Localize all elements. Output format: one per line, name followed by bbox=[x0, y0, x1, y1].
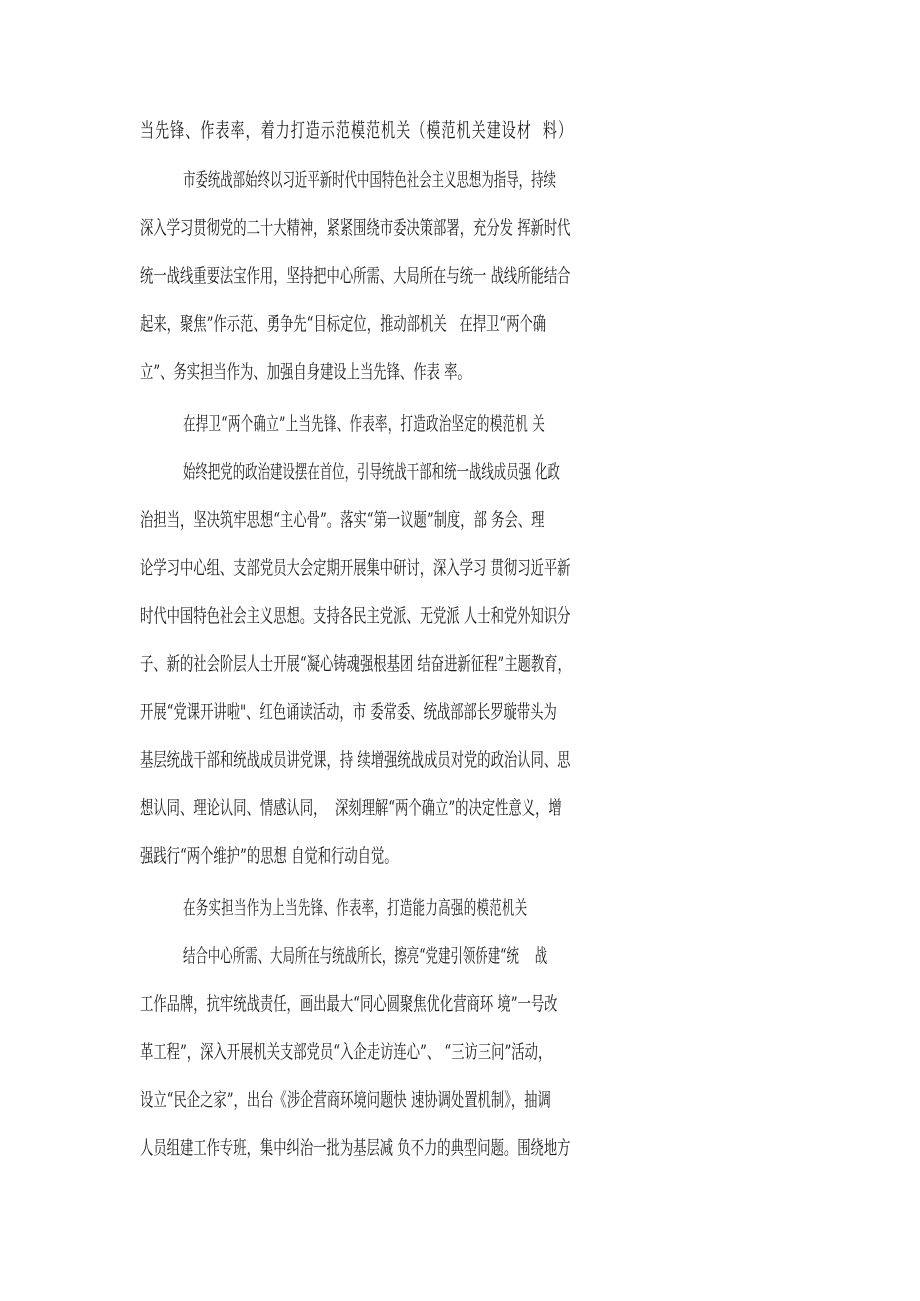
section1-line: 始终把党的政治建设摆在首位，引导统战干部和统一战线成员强 化政 bbox=[183, 461, 560, 483]
section1-line: 基层统战干部和统战成员讲党课，持 续增强统战成员对党的政治认同、思 bbox=[140, 749, 571, 771]
intro-line: 起来，聚焦”作示范、勇争先“目标定位，推动部机关 在捍卫“两个确 bbox=[140, 313, 547, 335]
section2-line: 革工程”，深入开展机关支部党员“入企走访连心”、 “三访三问”活动， bbox=[140, 1041, 552, 1063]
intro-line: 统一战线重要法宝作用，坚持把中心所需、大局所在与统一 战线所能结合 bbox=[140, 265, 571, 287]
section1-line: 想认同、理论认同、情感认同， 深刻理解“两个确立”的决定性意义，增 bbox=[140, 797, 562, 819]
section2-heading: 在务实担当作为上当先锋、作表率，打造能力高强的模范机关 bbox=[183, 897, 528, 919]
intro-line: 立”、务实担当作为、加强自身建设上当先锋、作表 率。 bbox=[140, 361, 471, 383]
section1-line: 强践行“两个维护”的思想 自觉和行动自觉。 bbox=[140, 845, 398, 867]
section2-line: 设立“民企之家”，出台《涉企营商环境问题快 速协调处置机制》，抽调 bbox=[140, 1089, 551, 1111]
intro-line: 深入学习贯彻党的二十大精神，紧紧围绕市委决策部署，充分发 挥新时代 bbox=[140, 217, 571, 239]
section1-heading: 在捍卫“两个确立”上当先锋、作表率，打造政治坚定的模范机 关 bbox=[183, 413, 546, 435]
section1-line: 治担当，坚决筑牢思想“主心骨”。落实“第一议题”制度，部 务会、理 bbox=[140, 509, 545, 531]
section2-line: 结合中心所需、大局所在与统战所长，擦亮“党建引领侨建“统 战 bbox=[183, 945, 548, 967]
document-title: 当先锋、作表率，着力打造示范模范机关（模范机关建设材 料） bbox=[140, 118, 574, 142]
section1-line: 时代中国特色社会主义思想。支持各民主党派、无党派 人士和党外知识分 bbox=[140, 605, 571, 627]
section1-line: 论学习中心组、支部党员大会定期开展集中研讨，深入学习 贯彻习近平新 bbox=[140, 557, 571, 579]
section2-line: 工作品牌，抗牢统战责任，画出最大“同心圆聚焦优化营商环 境”一号改 bbox=[140, 993, 558, 1015]
section1-line: 子、新的社会阶层人士开展“凝心铸魂强根基团 结奋进新征程”主题教育， bbox=[140, 653, 571, 675]
intro-line: 市委统战部始终以习近平新时代中国特色社会主义思想为指导，持续 bbox=[183, 169, 556, 191]
section1-line: 开展“党课开讲啦"、红色诵读活动，市 委常委、统战部部长罗璇带头为 bbox=[140, 701, 557, 723]
section2-line: 人员组建工作专班，集中纠治一批为基层减 负不力的典型问题。围绕地方 bbox=[140, 1137, 571, 1159]
